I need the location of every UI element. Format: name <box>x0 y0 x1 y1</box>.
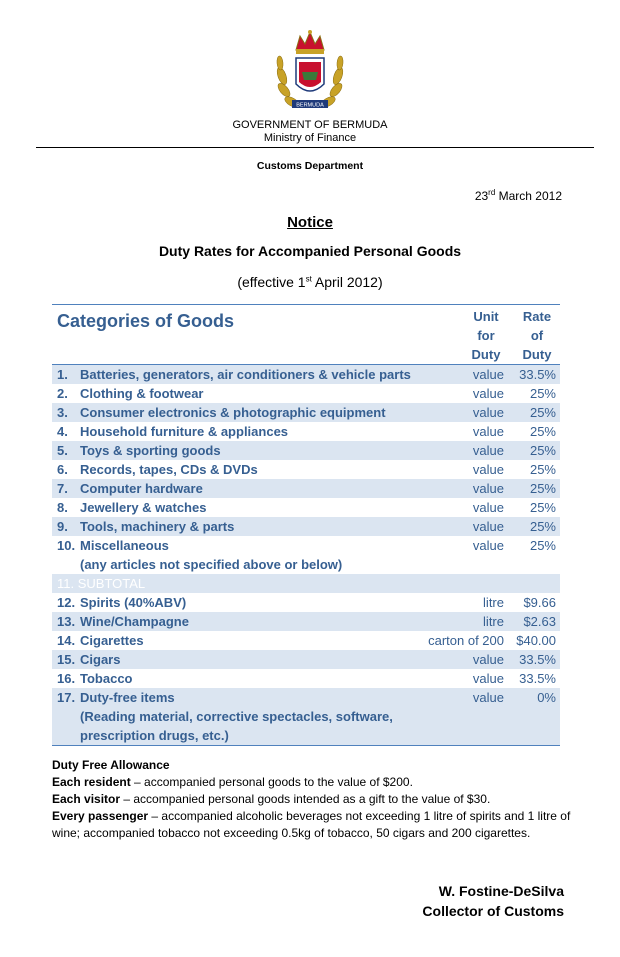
table-row <box>52 403 560 422</box>
table-row <box>52 688 560 745</box>
row-number: 5. <box>57 443 68 458</box>
bermuda-crest-logo <box>272 28 348 116</box>
row-category: Clothing & footwear <box>80 386 204 401</box>
row-rate: 0% <box>537 690 556 705</box>
row-rate: 25% <box>529 386 556 401</box>
allowance-resident <box>52 774 572 791</box>
row-unit: value <box>472 519 504 534</box>
effective-rest: April 2012) <box>311 274 383 290</box>
row-rate: 25% <box>529 443 556 458</box>
duty-rates-table <box>52 304 560 746</box>
table-row <box>52 441 560 460</box>
row-number: 15. <box>57 652 76 667</box>
effective-suffix: st <box>305 274 312 284</box>
row-category <box>80 688 450 745</box>
notice-subtitle: Duty Rates for Accompanied Personal Goods <box>158 243 462 259</box>
government-name: GOVERNMENT OF BERMUDA <box>232 119 388 131</box>
row-unit: value <box>472 405 504 420</box>
row-number: 9. <box>57 519 68 534</box>
row-number: 10. <box>57 538 76 553</box>
row-category: Tobacco <box>80 671 133 686</box>
allowance-visitor <box>52 791 572 808</box>
row-number: 7. <box>57 481 68 496</box>
table-row <box>52 384 560 403</box>
row-unit: value <box>472 481 504 496</box>
row-rate: $9.66 <box>523 595 556 610</box>
unit-heading-line: for <box>477 328 495 343</box>
row-category: Toys & sporting goods <box>80 443 221 458</box>
row-unit: value <box>472 500 504 515</box>
row-rate: 33.5% <box>519 671 556 686</box>
table-row <box>52 650 560 669</box>
row-rate: 25% <box>529 405 556 420</box>
signatory-title: Collector of Customs <box>422 903 564 919</box>
row-category: Consumer electronics & photographic equipment <box>80 405 386 420</box>
row-rate: 25% <box>529 519 556 534</box>
table-row <box>52 479 560 498</box>
row-unit: value <box>472 424 504 439</box>
passenger-text: – accompanied alcoholic beverages not exceeding 1 litre of spirits and 1 litre of wine; accompanied tobacco not exceeding 0.5kg of tobacco, 50 cigars and 200 cigarettes. <box>52 809 571 840</box>
row-unit: value <box>472 367 504 382</box>
row-category: Records, tapes, CDs & DVDs <box>80 462 258 477</box>
row-category-note: (Reading material, corrective spectacles, software, <box>80 709 393 724</box>
row-category: Cigars <box>80 652 121 667</box>
row-rate: $40.00 <box>516 633 556 648</box>
signatory-name: W. Fostine-DeSilva <box>438 883 564 899</box>
row-unit: value <box>472 652 504 667</box>
visitor-label: Each visitor <box>52 792 121 806</box>
header-divider <box>36 147 594 148</box>
duty-free-allowance <box>52 757 572 842</box>
row-unit: value <box>472 386 504 401</box>
unit-heading <box>462 307 510 364</box>
notice-date <box>475 188 562 203</box>
row-category: Jewellery & watches <box>80 500 207 515</box>
row-number: 4. <box>57 424 68 439</box>
table-row <box>52 460 560 479</box>
row-rate: 25% <box>529 481 556 496</box>
unit-heading-line: Unit <box>473 309 499 324</box>
effective-prefix: (effective 1 <box>237 274 306 290</box>
row-number: 14. <box>57 633 76 648</box>
categories-heading: Categories of Goods <box>57 311 235 331</box>
subtotal-row <box>52 574 560 593</box>
table-row <box>52 669 560 688</box>
row-category: Computer hardware <box>80 481 203 496</box>
date-day: 23 <box>474 189 489 203</box>
row-category: Spirits (40%ABV) <box>80 595 187 610</box>
row-rate: 25% <box>529 538 556 553</box>
row-unit: value <box>472 462 504 477</box>
table-row <box>52 422 560 441</box>
row-category-note: (any articles not specified above or below) <box>80 557 343 572</box>
row-rate: 33.5% <box>519 367 556 382</box>
row-number: 16. <box>57 671 76 686</box>
row-number: 6. <box>57 462 68 477</box>
notice-title: Notice <box>287 214 333 231</box>
row-number: 12. <box>57 595 76 610</box>
row-rate: $2.63 <box>523 614 556 629</box>
row-category: Tools, machinery & parts <box>80 519 235 534</box>
row-category-title: Miscellaneous <box>80 538 169 553</box>
row-category-note: prescription drugs, etc.) <box>80 728 229 743</box>
passenger-label: Every passenger <box>52 809 149 823</box>
row-unit: litre <box>483 595 504 610</box>
effective-date <box>0 274 620 290</box>
table-row <box>52 593 560 612</box>
table-header <box>52 305 560 365</box>
row-unit: value <box>472 671 504 686</box>
row-unit: value <box>472 443 504 458</box>
signature-block <box>422 881 564 921</box>
rate-heading-line: Rate <box>522 309 552 324</box>
ministry-name: Ministry of Finance <box>263 132 357 144</box>
resident-text: – accompanied personal goods to the value of $200. <box>130 775 413 789</box>
row-rate: 25% <box>529 500 556 515</box>
unit-heading-line: Duty <box>471 347 501 362</box>
row-rate: 25% <box>529 424 556 439</box>
row-unit: carton of 200 <box>428 633 504 648</box>
department-name: Customs Department <box>256 160 364 172</box>
resident-label: Each resident <box>52 775 131 789</box>
allowance-passenger <box>52 808 572 842</box>
date-rest: March 2012 <box>495 189 562 203</box>
row-number: 8. <box>57 500 68 515</box>
letterhead <box>0 119 620 145</box>
row-number: 2. <box>57 386 68 401</box>
table-row <box>52 536 560 574</box>
table-row <box>52 365 560 384</box>
row-number: 3. <box>57 405 68 420</box>
table-row <box>52 612 560 631</box>
date-suffix: rd <box>488 188 496 197</box>
table-row <box>52 631 560 650</box>
row-number: 13. <box>57 614 76 629</box>
table-row <box>52 517 560 536</box>
row-rate: 25% <box>529 462 556 477</box>
subtotal-label: 11. SUBTOTAL <box>57 576 146 591</box>
row-number: 1. <box>57 367 68 382</box>
visitor-text: – accompanied personal goods intended as a gift to the value of $30. <box>120 792 491 806</box>
rate-heading-line: Duty <box>522 347 552 362</box>
row-category <box>80 536 450 574</box>
allowance-heading: Duty Free Allowance <box>52 758 170 772</box>
row-rate: 33.5% <box>519 652 556 667</box>
row-category: Household furniture & appliances <box>80 424 289 439</box>
table-row <box>52 498 560 517</box>
crest-banner-text: BERMUDA <box>296 102 324 109</box>
row-number: 17. <box>57 690 76 705</box>
row-unit: litre <box>483 614 504 629</box>
rate-heading <box>514 307 560 364</box>
row-category: Wine/Champagne <box>80 614 189 629</box>
row-category: Cigarettes <box>80 633 144 648</box>
rate-heading-line: of <box>530 328 544 343</box>
row-unit: value <box>472 538 504 553</box>
row-category-title: Duty-free items <box>80 690 175 705</box>
row-category: Batteries, generators, air conditioners & vehicle parts <box>80 367 411 382</box>
row-unit: value <box>472 690 504 705</box>
